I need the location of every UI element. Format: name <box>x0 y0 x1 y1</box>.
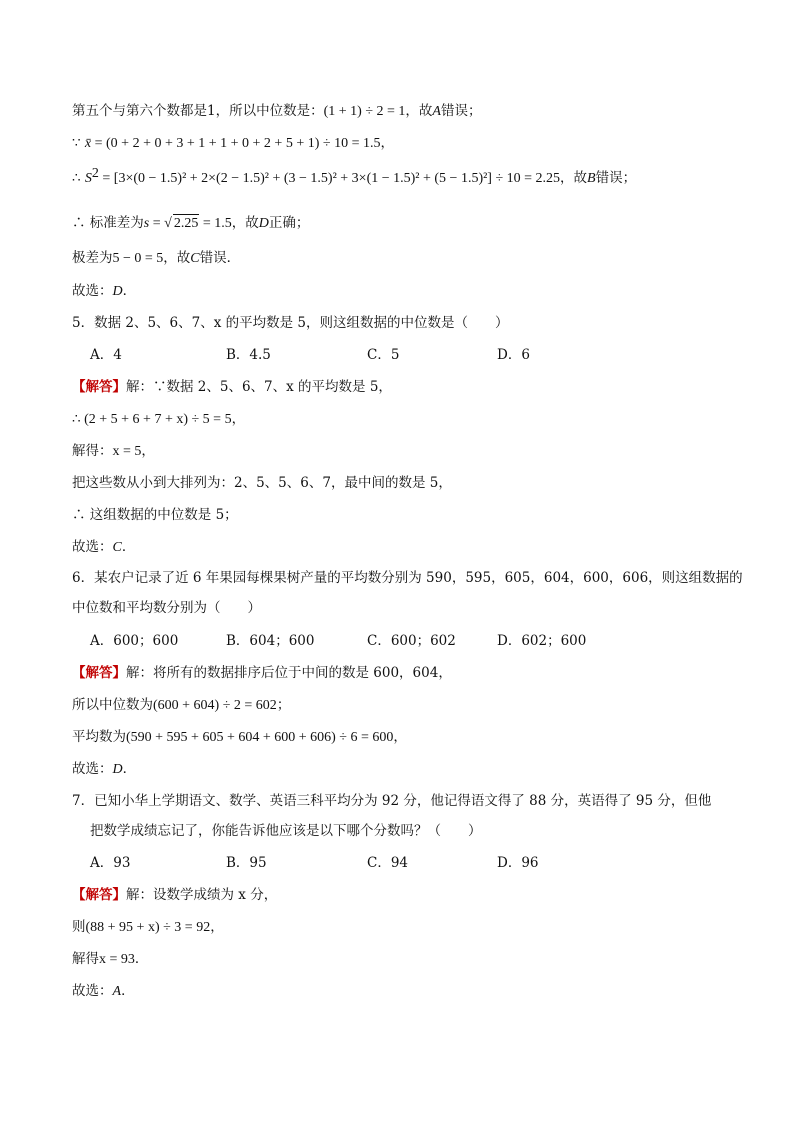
prev-solution-line-3: ∴ $S^2 = [3\times(0 - 1.5)^2 + 2\times(2 - 1.5)^2 + (3 - 1.5)^2 + 3\times(1 - 1.5)^2 + (5 - 1.5)^2] \div 10 = 2.25$，故B错误； <box>72 166 637 186</box>
prev-solution-line-4: ∴ 标准差为s = √ 2.25 = 1.5，故D正确； <box>72 215 310 231</box>
q6-option-b: B．604；600 <box>226 633 315 649</box>
q6-solution-line-2: 所以中位数为(600 + 604) ÷ 2 = 602； <box>72 697 291 713</box>
q6-solution-line-1: 【解答】解：将所有的数据排序后位于中间的数是 600，604， <box>72 665 452 681</box>
prev-solution-line-5: 极差为5 − 0 = 5，故C错误． <box>72 250 241 266</box>
q7-option-b: B．95 <box>226 855 267 871</box>
q5-solution-line-1: 【解答】解：∵数据 2、5、6、7、x 的平均数是 5， <box>72 379 392 395</box>
q5-solution-line-2: ∴ (2 + 5 + 6 + 7 + x) ÷ 5 = 5， <box>72 411 246 427</box>
q5-stem: 5．数据 2、5、6、7、x 的平均数是 5，则这组数据的中位数是（ ） <box>72 315 509 331</box>
q7-option-d: D．96 <box>497 855 539 871</box>
q5-option-a: A．4 <box>90 347 122 363</box>
prev-solution-line-2: ∵ x̄ = (0 + 2 + 0 + 3 + 1 + 1 + 0 + 2 + 5 + 1) ÷ 10 = 1.5， <box>72 135 394 151</box>
answer-tag: 【解答】 <box>72 887 126 903</box>
q6-option-c: C．600；602 <box>367 633 456 649</box>
q6-solution-line-3: 平均数为(590 + 595 + 605 + 604 + 600 + 606) ÷ 6 = 600， <box>72 729 407 745</box>
q6-solution-line-4: 故选：D． <box>72 761 137 777</box>
q7-option-a: A．93 <box>90 855 131 871</box>
q6-stem-line-2: 中位数和平均数分别为（ ） <box>72 600 261 616</box>
q6-stem-line-1: 6．某农户记录了近 6 年果园每棵果树产量的平均数分别为 590，595，605，604，600，606，则这组数据的 <box>72 570 743 586</box>
q7-solution-line-1: 【解答】解：设数学成绩为 x 分， <box>72 887 278 903</box>
answer-tag: 【解答】 <box>72 379 126 395</box>
q7-stem-line-2: 把数学成绩忘记了，你能告诉他应该是以下哪个分数吗？（ ） <box>90 823 482 839</box>
q5-option-d: D．6 <box>497 347 530 363</box>
answer-tag: 【解答】 <box>72 665 126 681</box>
prev-solution-line-1: 第五个与第六个数都是1，所以中位数是：(1 + 1) ÷ 2 = 1，故A错误； <box>72 103 482 119</box>
q5-option-c: C．5 <box>367 347 400 363</box>
q5-solution-line-5: ∴ 这组数据的中位数是 5； <box>72 507 238 523</box>
q6-option-a: A．600；600 <box>90 633 179 649</box>
q5-solution-line-4: 把这些数从小到大排列为：2、5、5、6、7，最中间的数是 5， <box>72 475 452 491</box>
q7-option-c: C．94 <box>367 855 409 871</box>
q7-solution-line-3: 解得x = 93． <box>72 951 149 967</box>
sqrt-sign: √ <box>164 216 172 231</box>
q7-solution-line-4: 故选：A． <box>72 983 135 999</box>
q5-solution-line-6: 故选：C． <box>72 539 136 555</box>
q6-option-d: D．602；600 <box>497 633 587 649</box>
q7-stem-line-1: 7．已知小华上学期语文、数学、英语三科平均分为 92 分，他记得语文得了 88 分，英语得了 95 分，但他 <box>72 793 712 809</box>
q5-option-b: B．4.5 <box>226 347 271 363</box>
q7-solution-line-2: 则(88 + 95 + x) ÷ 3 = 92， <box>72 919 224 935</box>
q5-solution-line-3: 解得：x = 5， <box>72 443 155 459</box>
prev-solution-line-6: 故选：D． <box>72 283 137 299</box>
